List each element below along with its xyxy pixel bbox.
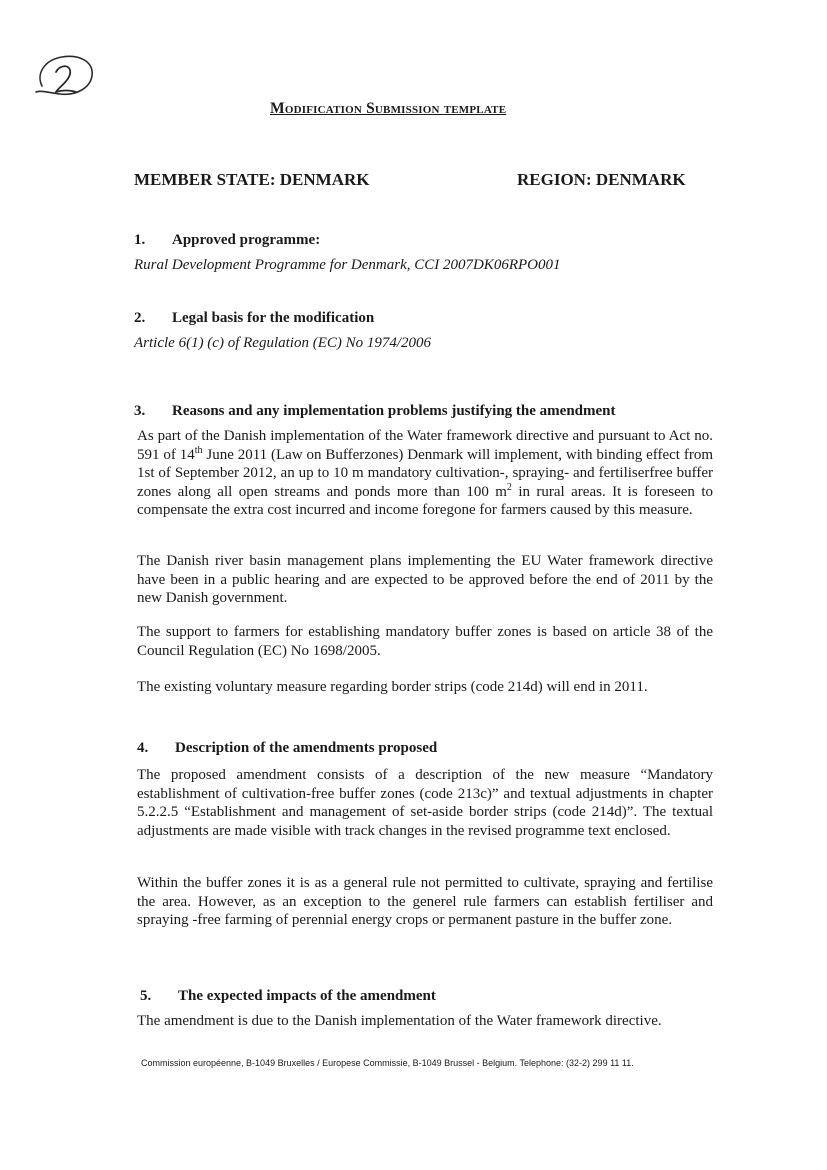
section-title: Description of the amendments proposed (175, 740, 438, 756)
section-4-paragraph-2: Within the buffer zones it is as a general rule not permitted to cultivate, spraying and fertilise the area. However, as an exception to the generel rule farmers can establish fertiliser and spraying -free farming of perennial energy crops or permanent pasture in the buffer zone. (137, 875, 713, 928)
section-2-heading (134, 310, 374, 327)
section-title: The expected impacts of the amendment (178, 988, 436, 1004)
section-3-paragraph-1: As part of the Danish implementation of the Water framework directive and pursuant to Act no. 591 of 14th June 2011 (Law on Bufferzones) Denmark will implement, with binding effect from 1st of September 2012, an up to 10 m mandatory cultivation-, spraying- and fertiliserfree buffer zones along all open streams and ponds more than 100 $m^2$ in rural areas. It is foreseen to compensate the extra cost incurred and income foregone for farmers caused by this measure. (137, 428, 713, 518)
section-5-paragraph-1: The amendment is due to the Danish implementation of the Water framework directive. (137, 1013, 662, 1029)
section-number: 5. (140, 988, 152, 1004)
section-4-paragraph-1: The proposed amendment consists of a description of the new measure “Mandatory establishment of cultivation-free buffer zones (code 213c)” and textual adjustments in chapter 5.2.2.5 “Establishment and management of set-aside border strips (code 214d)”. The textual adjustments are made visible with track changes in the revised programme text enclosed. (137, 767, 713, 839)
document-title: Modification Submission template (270, 100, 507, 117)
handwritten-page-number (30, 52, 100, 104)
member-state-heading: MEMBER STATE: DENMARK (134, 170, 370, 189)
section-title: Reasons and any implementation problems justifying the amendment (172, 403, 616, 419)
section-5-heading (140, 988, 436, 1005)
section-number: 2. (134, 310, 146, 326)
page-footer: Commission européenne, B-1049 Bruxelles / Europese Commissie, B-1049 Brussel - Belgium. Telephone: (32-2) 299 11 11. (141, 1058, 634, 1068)
section-number: 1. (134, 232, 146, 248)
legal-basis-text: Article 6(1) (c) of Regulation (EC) No 1974/2006 (134, 335, 432, 351)
section-3-paragraph-4: The existing voluntary measure regarding border strips (code 214d) will end in 2011. (137, 679, 648, 695)
section-3-paragraph-3: The support to farmers for establishing mandatory buffer zones is based on article 38 of the Council Regulation (EC) No 1698/2005. (137, 624, 713, 659)
section-1-heading (134, 232, 320, 249)
section-title: Approved programme: (172, 232, 321, 248)
handwritten-circle-mark (30, 52, 100, 104)
region-heading: REGION: DENMARK (517, 170, 686, 189)
section-title: Legal basis for the modification (172, 310, 375, 326)
section-4-heading (137, 740, 437, 757)
approved-programme-text: Rural Development Programme for Denmark, CCI 2007DK06RPO001 (134, 257, 561, 273)
section-number: 3. (134, 403, 146, 419)
section-3-paragraph-2: The Danish river basin management plans implementing the EU Water framework directive have been in a public hearing and are expected to be approved before the end of 2011 by the new Danish government. (137, 553, 713, 606)
section-number: 4. (137, 740, 149, 756)
section-3-heading (134, 403, 616, 420)
